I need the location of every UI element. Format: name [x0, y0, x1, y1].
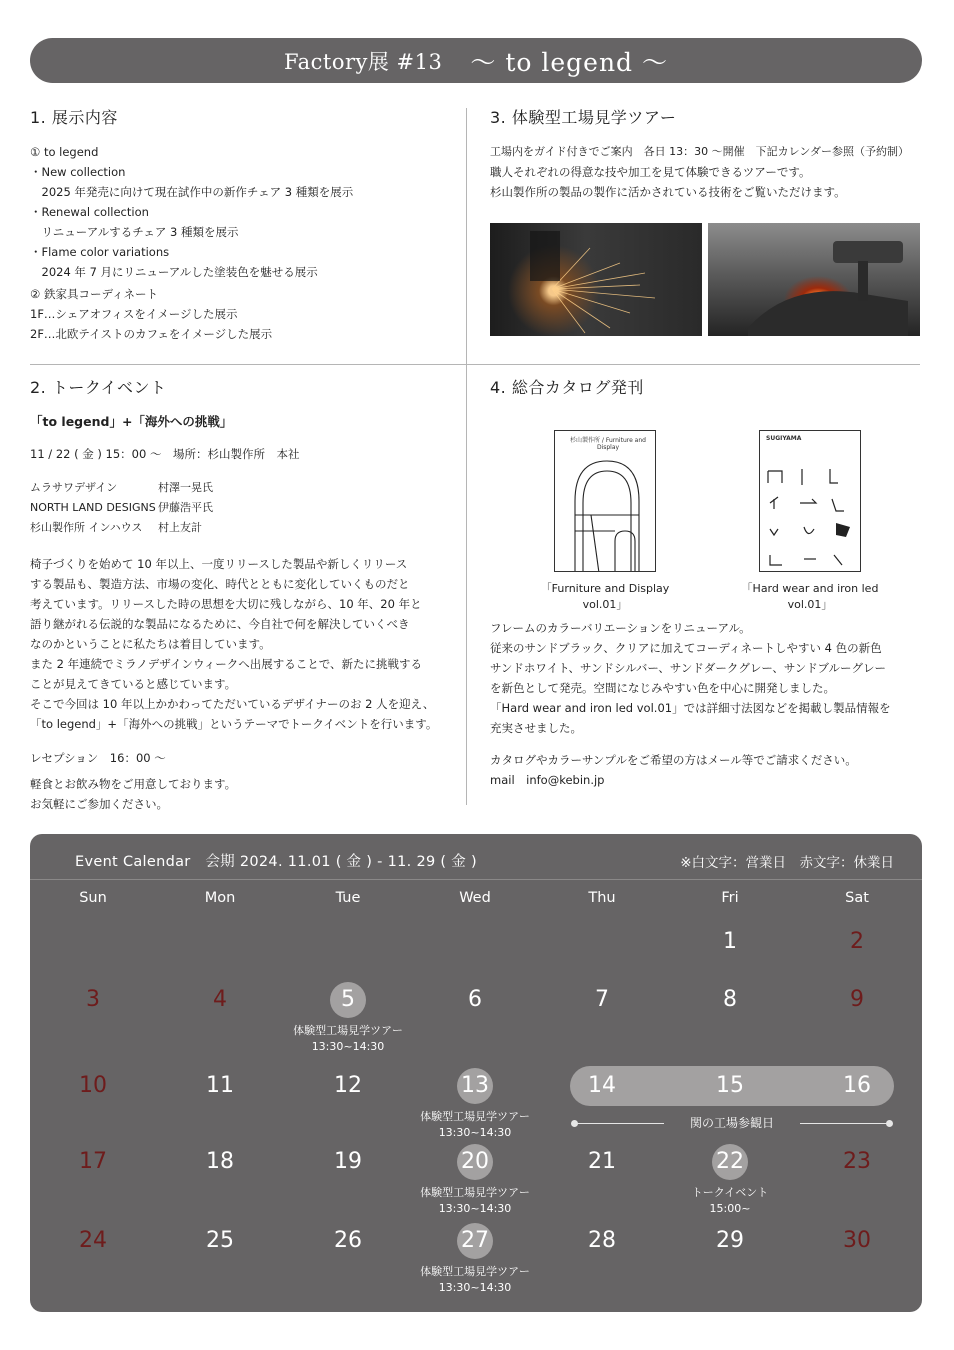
- body-line: 従来のサンドブラック、クリアに加えてコーディネートしやすい 4 色の新色: [490, 641, 882, 655]
- tour-line: 工場内をガイド付きでご案内 各日 13：30 ～開催 下記カレンダー参照（予約制）: [490, 145, 909, 158]
- calendar-day-20: 20: [457, 1144, 493, 1180]
- calendar-day-26: 26: [334, 1228, 362, 1253]
- calendar-title: Event Calendar 会期 2024. 11.01 ( 金 ) - 11. 29 ( 金 ): [75, 854, 477, 870]
- calendar-day-28: 28: [588, 1228, 616, 1253]
- calendar-day-9: 9: [850, 987, 864, 1012]
- list-item: 2024 年 7 月にリニューアルした塗装色を魅せる展示: [30, 265, 318, 279]
- calendar-day-8: 8: [723, 987, 737, 1012]
- calendar-day-6: 6: [468, 987, 482, 1012]
- list-item: 2025 年発売に向けて現在試作中の新作チェア 3 種類を展示: [30, 185, 354, 199]
- speaker-list: [30, 478, 455, 538]
- calendar-day-12: 12: [334, 1073, 362, 1098]
- calendar-day-16: 16: [843, 1073, 871, 1098]
- weekday-sun: Sun: [79, 890, 107, 906]
- calendar-day-5: 5: [330, 982, 366, 1018]
- calendar-day-29: 29: [716, 1228, 744, 1253]
- calendar-day-21: 21: [588, 1149, 616, 1174]
- calendar-day-1: 1: [723, 929, 737, 954]
- section-heading: 4. 総合カタログ発刊: [490, 378, 644, 397]
- tour-line: 職人それぞれの得意な技や加工を見て体験できるツアーです。: [490, 165, 811, 179]
- calendar-event: [400, 1264, 550, 1296]
- calendar-day-19: 19: [334, 1149, 362, 1174]
- list-item: 2F…北欧テイストのカフェをイメージした展示: [30, 327, 273, 341]
- section-heading: 3. 体験型工場見学ツアー: [490, 108, 677, 127]
- calendar-day-14: 14: [588, 1073, 616, 1098]
- column-divider: [466, 108, 467, 805]
- calendar-day-11: 11: [206, 1073, 234, 1098]
- range-line: [800, 1123, 890, 1124]
- calendar-event: [400, 1109, 550, 1141]
- section-factory-tour: [490, 108, 922, 202]
- tour-photos: [490, 223, 920, 336]
- cover-text: 杉山製作所 / Furniture and Display: [570, 437, 646, 451]
- banner-title: Factory展 #13: [283, 49, 443, 74]
- weekday-fri: Fri: [721, 890, 739, 906]
- event-line: トークイベント: [691, 1186, 769, 1199]
- list-item: ① to legend: [30, 145, 99, 159]
- body-line: 「Hard wear and iron led vol.01」では詳細寸法図などを掲載し製品情報を: [490, 701, 891, 715]
- calendar-header: [30, 834, 922, 880]
- speaker-org: NORTH LAND DESIGNS: [30, 501, 156, 514]
- event-line: 体験型工場見学ツアー: [420, 1110, 530, 1123]
- calendar-day-2: 2: [850, 929, 864, 954]
- event-title: 「to legend」+「海外への挑戦」: [30, 414, 233, 429]
- calendar-day-23: 23: [843, 1149, 871, 1174]
- body-line: なのかということに私たちは着目しています。: [30, 637, 271, 651]
- forging-photo: [708, 223, 920, 336]
- speaker-name: 村上友計: [158, 521, 202, 534]
- catalog-contact: カタログやカラーサンプルをご希望の方はメール等でご請求ください。: [490, 753, 857, 767]
- event-line: 13:30~14:30: [311, 1040, 385, 1053]
- coordinate-list: [30, 284, 455, 344]
- catalog-caption: 「Furniture and Display vol.01」: [540, 582, 670, 611]
- body-line: する製品も、製造方法、市場の変化、時代とともに変化していくものだと: [30, 577, 410, 591]
- calendar-day-17: 17: [79, 1149, 107, 1174]
- weekday-mon: Mon: [204, 890, 236, 906]
- calendar-day-30: 30: [843, 1228, 871, 1253]
- calendar-event: [400, 1185, 550, 1217]
- body-line: を新色として発売。空間になじみやすい色を中心に開発しました。: [490, 681, 835, 695]
- body-line: 「to legend」+「海外への挑戦」というテーマでトークイベントを行います。: [30, 717, 438, 731]
- exhibition-list: [30, 142, 455, 282]
- calendar-event: [273, 1023, 423, 1055]
- calendar-day-10: 10: [79, 1073, 107, 1098]
- banner-subtitle: ～ to legend ～: [470, 47, 669, 77]
- range-line: [574, 1123, 664, 1124]
- weekday-tue: Tue: [335, 890, 361, 906]
- catalog-cover: [759, 430, 861, 572]
- event-line: 体験型工場見学ツアー: [420, 1265, 530, 1278]
- body-line: また 2 年連続でミラノデザインウィークへ出展することで、新たに挑戦する: [30, 657, 423, 671]
- event-line: 体験型工場見学ツアー: [293, 1024, 403, 1037]
- calendar-day-15: 15: [716, 1073, 744, 1098]
- body-line: 語り継がれる伝説的な製品になるために、今自社で何を解決していくべき: [30, 617, 410, 631]
- body-line: フレームのカラーバリエーションをリニューアル。: [490, 621, 751, 635]
- section-talk-event: [30, 378, 455, 814]
- speaker-name: 村澤一晃氏: [158, 481, 213, 494]
- list-item: 1F…シェアオフィスをイメージした展示: [30, 307, 238, 321]
- body-line: そこで今回は 10 年以上かかわってただいているデザイナーのお 2 人を迎え、: [30, 697, 435, 711]
- section-heading: 2. トークイベント: [30, 378, 167, 397]
- catalog-furniture: [520, 430, 690, 612]
- section-heading: 1. 展示内容: [30, 108, 118, 127]
- body-line: 充実させました。: [490, 721, 582, 735]
- calendar-day-3: 3: [86, 987, 100, 1012]
- seki-label: 関の工場参観日: [689, 1116, 774, 1130]
- tour-line: 杉山製作所の製品の製作に活かされている技術をご覧いただけます。: [490, 185, 846, 199]
- calendar-day-22: 22: [712, 1144, 748, 1180]
- body-line: 椅子づくりを始めて 10 年以上、一度リリースした製品や新しくリリース: [30, 557, 408, 571]
- list-item: ② 鉄家具コーディネート: [30, 287, 159, 301]
- catalog-cover: [554, 430, 656, 572]
- calendar-day-24: 24: [79, 1228, 107, 1253]
- speaker-org: ムラサワデザイン: [30, 481, 118, 494]
- calendar-day-18: 18: [206, 1149, 234, 1174]
- closing-note: [30, 774, 455, 814]
- reception-time: レセプション 16：00 ～: [30, 751, 166, 765]
- catalog-hardware: [724, 430, 896, 612]
- event-description: [30, 554, 455, 734]
- calendar-day-7: 7: [595, 987, 609, 1012]
- mail-address[interactable]: mail info@kebin.jp: [490, 773, 605, 787]
- event-line: 13:30~14:30: [438, 1126, 512, 1139]
- calendar-legend: ※白文字：営業日 赤文字：休業日: [680, 855, 894, 871]
- list-item: リニューアルするチェア 3 種類を展示: [30, 225, 239, 239]
- speaker-name: 伊藤浩平氏: [158, 501, 213, 514]
- body-line: お気軽にご参加ください。: [30, 797, 168, 811]
- range-end-dot: [886, 1120, 893, 1127]
- calendar-day-4: 4: [213, 987, 227, 1012]
- weekday-wed: Wed: [459, 890, 491, 906]
- body-line: サンドホワイト、サンドシルバー、サンドダークグレー、サンドブルーグレー: [490, 661, 886, 675]
- catalog-description: [490, 618, 922, 790]
- weekday-thu: Thu: [588, 890, 616, 906]
- list-item: ・Renewal collection: [30, 205, 149, 219]
- calendar-day-25: 25: [206, 1228, 234, 1253]
- speaker-org: 杉山製作所 インハウス: [30, 521, 143, 534]
- section-exhibition: [30, 108, 455, 344]
- row-divider: [30, 364, 920, 365]
- event-line: 13:30~14:30: [438, 1202, 512, 1215]
- event-line: 13:30~14:30: [438, 1281, 512, 1294]
- title-banner: [30, 38, 922, 83]
- event-line: 15:00~: [709, 1202, 751, 1215]
- cover-text: SUGIYAMA: [766, 435, 802, 442]
- grinding-photo: [490, 223, 702, 336]
- event-calendar: [30, 834, 922, 1312]
- calendar-day-13: 13: [457, 1068, 493, 1104]
- list-item: ・Flame color variations: [30, 245, 170, 259]
- calendar-day-27: 27: [457, 1223, 493, 1259]
- body-line: ことが見えてきていると感じています。: [30, 677, 237, 691]
- weekday-sat: Sat: [845, 890, 869, 906]
- body-line: 考えています。リリースした時の思想を大切に残しながら、10 年、20 年と: [30, 597, 422, 611]
- calendar-event: [655, 1185, 805, 1217]
- body-line: 軽食とお飲み物をご用意しております。: [30, 777, 237, 791]
- catalog-caption: 「Hard wear and iron led vol.01」: [741, 582, 879, 611]
- event-datetime: 11 / 22 ( 金 ) 15：00 ～ 場所：杉山製作所 本社: [30, 447, 300, 461]
- event-line: 体験型工場見学ツアー: [420, 1186, 530, 1199]
- list-item: ・New collection: [30, 165, 126, 179]
